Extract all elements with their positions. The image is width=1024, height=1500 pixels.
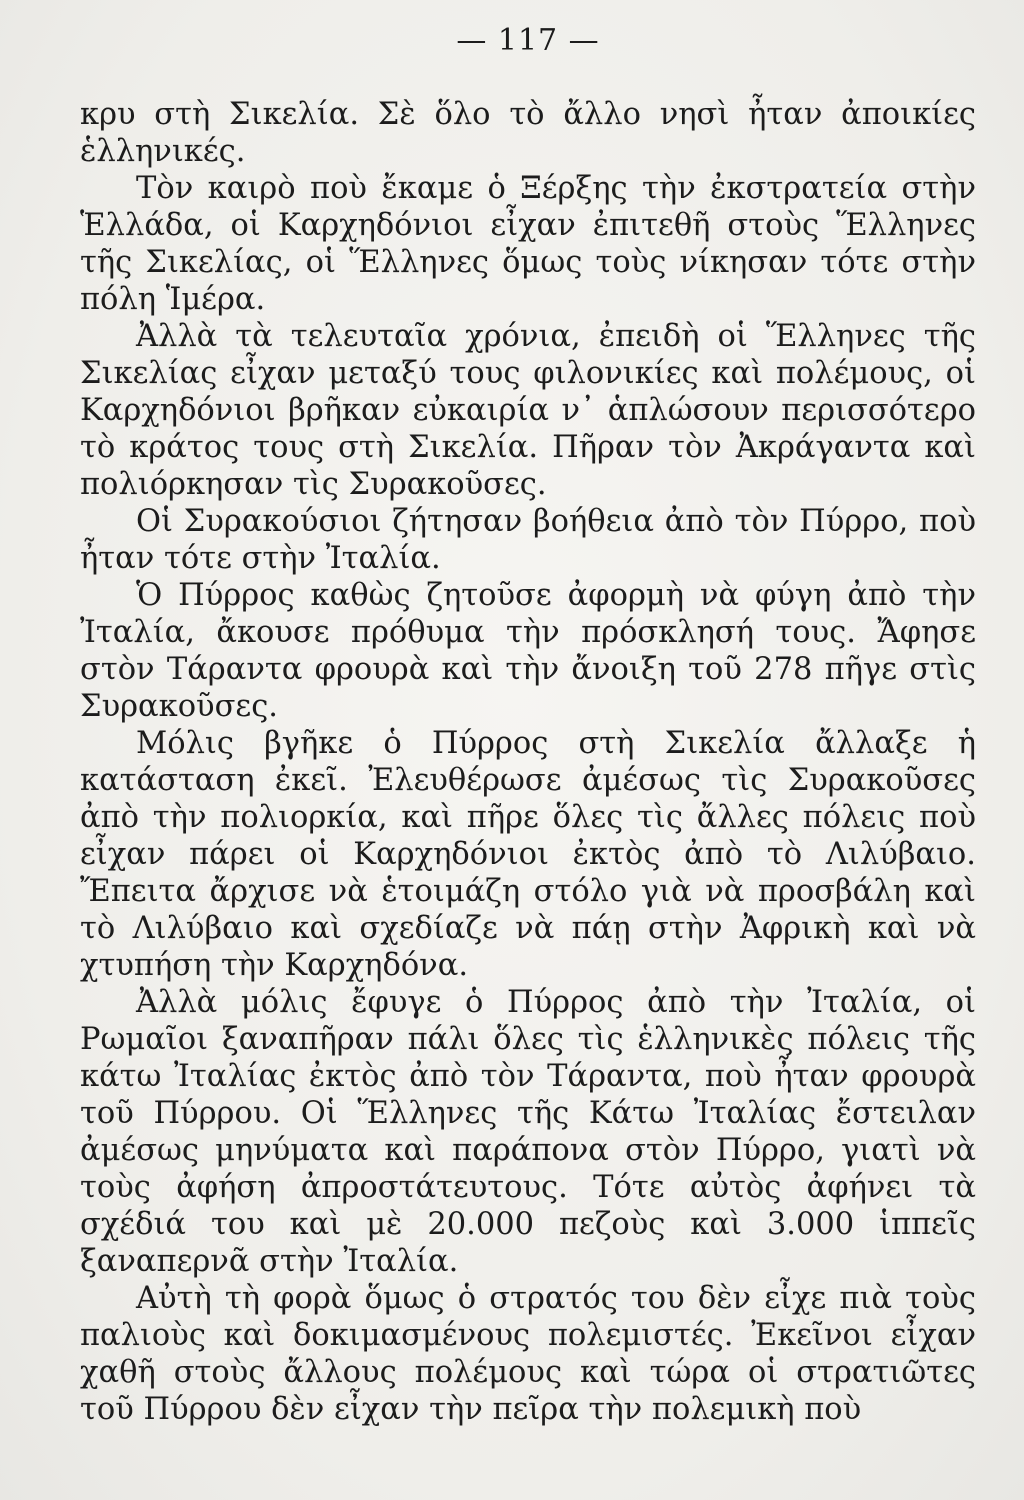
body-text xyxy=(80,96,976,1428)
paragraph: κρυ στὴ Σικελία. Σὲ ὅλο τὸ ἄλλο νησὶ ἦταν ἀποικίες ἑλληνικές. xyxy=(80,97,976,169)
paragraph: Μόλις βγῆκε ὁ Πύρρος στὴ Σικελία ἄλλαξε ἡ κατάσταση ἐκεῖ. Ἐλευθέρωσε ἀμέσως τὶς Συρακοῦσες ἀπὸ τὴν πολιορκία, καὶ πῆρε ὅλες τὶς ἄλλες πόλεις ποὺ εἶχαν πάρει οἱ Καρχηδόνιοι ἐκτὸς ἀπὸ τὸ Λιλύβαιο. Ἔπειτα ἄρχισε νὰ ἑτοιμάζη στόλο γιὰ νὰ προσβάλη καὶ τὸ Λιλύβαιο καὶ σχεδίαζε νὰ πάῃ στὴν Ἀφρικὴ καὶ νὰ χτυπήση τὴν Καρχηδόνα. xyxy=(80,726,976,983)
paragraph: Ἀλλὰ μόλις ἔφυγε ὁ Πύρρος ἀπὸ τὴν Ἰταλία, οἱ Ρωμαῖοι ξαναπῆραν πάλι ὅλες τὶς ἑλληνικὲς πόλεις τῆς κάτω Ἰταλίας ἐκτὸς ἀπὸ τὸν Τάραντα, ποὺ ἦταν φρουρὰ τοῦ Πύρρου. Οἱ Ἕλληνες τῆς Κάτω Ἰταλίας ἔστειλαν ἀμέσως μηνύματα καὶ παράπονα στὸν Πύρρο, γιατὶ νὰ τοὺς ἀφήση ἀπροστάτευτους. Τότε αὐτὸς ἀφήνει τὰ σχέδιά του καὶ μὲ 20.000 πεζοὺς καὶ 3.000 ἱππεῖς ξαναπερνᾶ στὴν Ἰταλία. xyxy=(80,985,976,1279)
paragraph: Οἱ Συρακούσιοι ζήτησαν βοήθεια ἀπὸ τὸν Πύρρο, ποὺ ἦταν τότε στὴν Ἰταλία. xyxy=(80,504,976,576)
paragraph: Ἀλλὰ τὰ τελευταῖα χρόνια, ἐπειδὴ οἱ Ἕλληνες τῆς Σικελίας εἶχαν μεταξύ τους φιλονικίες καὶ πολέμους, οἱ Καρχηδόνιοι βρῆκαν εὐκαιρία ν᾽ ἁπλώσουν περισσότερο τὸ κράτος τους στὴ Σικελία. Πῆραν τὸν Ἀκράγαντα καὶ πολιόρκησαν τὶς Συρακοῦσες. xyxy=(80,319,976,502)
paragraph: Αὐτὴ τὴ φορὰ ὅμως ὁ στρατός του δὲν εἶχε πιὰ τοὺς παλιοὺς καὶ δοκιμασμένους πολεμιστές. Ἐκεῖνοι εἶχαν χαθῆ στοὺς ἄλλους πολέμους καὶ τώρα οἱ στρατιῶτες τοῦ Πύρρου δὲν εἶχαν τὴν πεῖρα τὴν πολεμικὴ ποὺ xyxy=(80,1281,976,1427)
paragraph: Τὸν καιρὸ ποὺ ἔκαμε ὁ Ξέρξης τὴν ἐκστρατεία στὴν Ἑλλάδα, οἱ Καρχηδόνιοι εἶχαν ἐπιτεθῆ στοὺς Ἕλληνες τῆς Σικελίας, οἱ Ἕλληνες ὅμως τοὺς νίκησαν τότε στὴν πόλη Ἱμέρα. xyxy=(80,171,976,317)
page-number: — 117 — xyxy=(456,23,600,58)
paragraph: Ὁ Πύρρος καθὼς ζητοῦσε ἀφορμὴ νὰ φύγη ἀπὸ τὴν Ἰταλία, ἄκουσε πρόθυμα τὴν πρόσκλησή τους. Ἄφησε στὸν Τάραντα φρουρὰ καὶ τὴν ἄνοιξη τοῦ 278 πῆγε στὶς Συρακοῦσες. xyxy=(80,578,976,724)
